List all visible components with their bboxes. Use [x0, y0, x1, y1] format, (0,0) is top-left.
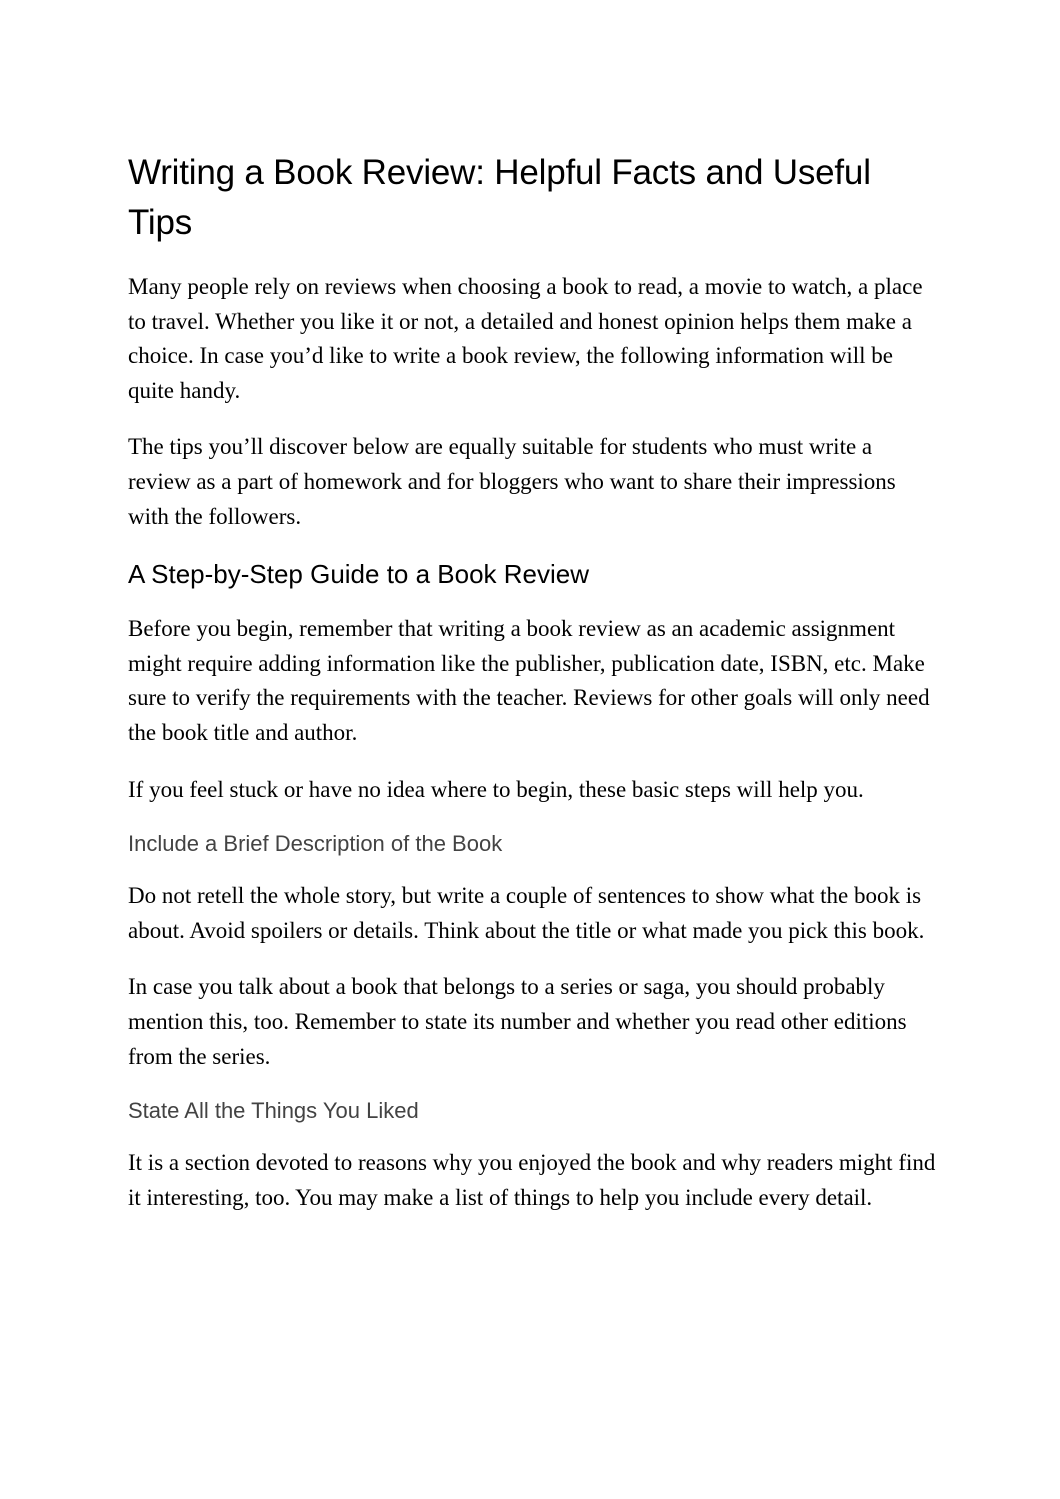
document-title: Writing a Book Review: Helpful Facts and Useful Tips: [128, 153, 871, 242]
subsection-paragraph: In case you talk about a book that belongs to a series or saga, you should probably mention this, too. Remember to state its number and whether you read other editions from the series.: [128, 974, 907, 1069]
intro-paragraph: Many people rely on reviews when choosing a book to read, a movie to watch, a place to travel. Whether you like it or not, a detailed and honest opinion helps them make a choice. In case you’d like to write a book review, the following information will be quite handy.: [128, 274, 923, 403]
document-content: [128, 148, 940, 1237]
subsection-paragraph: It is a section devoted to reasons why you enjoyed the book and why readers might find it interesting, too. You may make a list of things to help you include every detail.: [128, 1150, 936, 1210]
intro-paragraph: The tips you’ll discover below are equally suitable for students who must write a review as a part of homework and for bloggers who want to share their impressions with the followers.: [128, 434, 896, 529]
section-paragraph: Before you begin, remember that writing a book review as an academic assignment might require adding information like the publisher, publication date, ISBN, etc. Make sure to verify the requirements with the teacher. Reviews for other goals will only need the book title and author.: [128, 616, 930, 745]
subsection-heading: State All the Things You Liked: [128, 1098, 419, 1124]
section-heading: A Step-by-Step Guide to a Book Review: [128, 559, 590, 590]
section-paragraph: If you feel stuck or have no idea where to begin, these basic steps will help you.: [128, 776, 864, 802]
subsection-paragraph: Do not retell the whole story, but write a couple of sentences to show what the book is about. Avoid spoilers or details. Think about the title or what made you pick this book.: [128, 883, 925, 943]
subsection-heading: Include a Brief Description of the Book: [128, 831, 503, 857]
